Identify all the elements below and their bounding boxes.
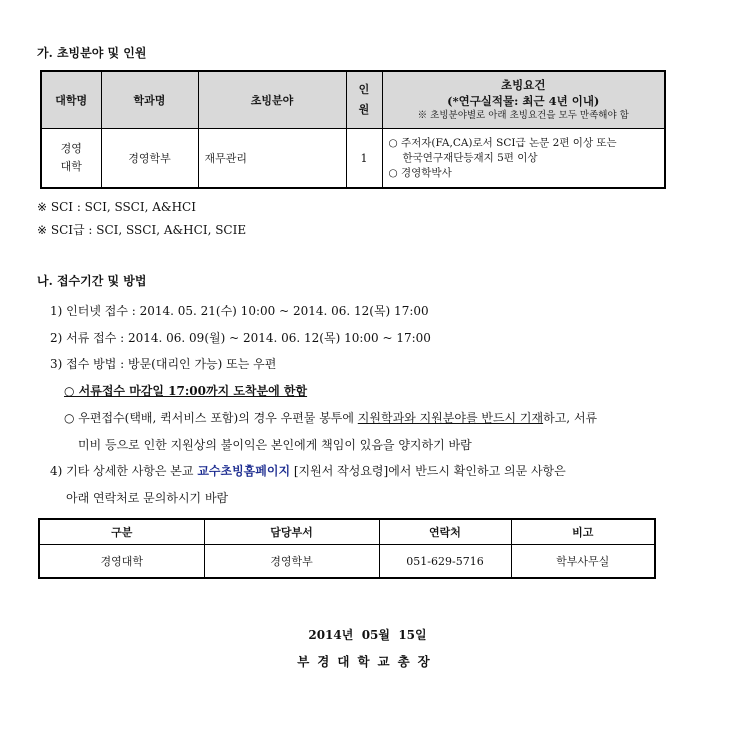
item-details-line2: 아래 연락처로 문의하시기 바람	[66, 491, 229, 505]
sub-postal-pre: ○ 우편접수(택배, 퀵서비스 포함)의 경우 우편물 봉투에	[64, 411, 358, 425]
cell-field: 재무관리	[198, 129, 346, 189]
item-details	[50, 462, 566, 479]
contact-header-department: 담당부서	[204, 519, 379, 545]
cell-university	[41, 129, 101, 189]
sub-postal-post: 하고, 서류	[543, 411, 598, 425]
note-sci-class: ※ SCI급 : SCI, SSCI, A&HCI, SCIE	[37, 223, 247, 237]
contact-header-phone: 연락처	[379, 519, 511, 545]
req-line-1a: ○ 주저자(FA,CA)로서 SCI급 논문 2편 이상 또는	[388, 136, 617, 149]
recruitment-table	[40, 70, 666, 189]
note-sci: ※ SCI : SCI, SSCI, A&HCI	[37, 200, 196, 214]
contact-header-remarks: 비고	[511, 519, 655, 545]
cell-department: 경영학부	[101, 129, 198, 189]
sub-postal-emphasis: 지원학과와 지원분야를 반드시 기재	[357, 411, 544, 425]
header-field: 초빙분야	[198, 71, 346, 129]
contact-table	[38, 518, 656, 579]
contact-department: 경영학부	[204, 545, 379, 579]
cell-count: 1	[346, 129, 382, 189]
header-university: 대학명	[41, 71, 101, 129]
req-line-1b: 한국연구재단등재지 5편 이상	[402, 151, 538, 164]
header-department: 학과명	[101, 71, 198, 129]
contact-phone: 051-629-5716	[379, 545, 511, 579]
cell-requirements	[382, 129, 665, 189]
header-req-subtitle: (*연구실적물: 최근 4년 이내)	[447, 94, 600, 108]
item-details-pre: 4) 기타 상세한 사항은 본교	[50, 464, 198, 478]
footer-signature: 부경대학교총장	[297, 654, 438, 669]
item-application-method: 3) 접수 방법 : 방문(대리인 가능) 또는 우편	[50, 357, 277, 371]
item-details-post: [지원서 작성요령]에서 반드시 확인하고 의문 사항은	[290, 464, 566, 478]
section-a-title: 가. 초빙분야 및 인원	[37, 46, 147, 60]
item-online-application: 1) 인터넷 접수 : 2014. 05. 21(수) 10:00 ~ 2014. 06. 12(목) 17:00	[50, 304, 429, 318]
sub-postal-line2: 미비 등으로 인한 지원상의 불이익은 본인에게 책임이 있음을 양지하기 바람	[78, 438, 472, 452]
req-line-2: ○ 경영학박사	[388, 166, 452, 179]
sub-deadline: ○ 서류접수 마감일 17:00까지 도착분에 한함	[64, 384, 308, 398]
header-requirements	[382, 71, 665, 129]
contact-remarks: 학부사무실	[511, 545, 655, 579]
sub-postal	[64, 409, 597, 426]
cell-university-l1: 경영	[60, 142, 82, 155]
contact-table-header-row	[39, 519, 655, 545]
table-row	[39, 545, 655, 579]
header-req-note: ※ 초빙분야별로 아래 초빙요건을 모두 만족해야 함	[417, 110, 629, 121]
footer-date: 2014년 05월 15일	[308, 628, 427, 642]
contact-header-category: 구분	[39, 519, 204, 545]
recruitment-homepage-link[interactable]: 교수초빙홈페이지	[197, 464, 291, 478]
header-count-l2: 원	[358, 103, 370, 116]
recruitment-table-header-row	[41, 71, 665, 129]
header-req-title: 초빙요건	[501, 78, 546, 92]
header-count	[346, 71, 382, 129]
section-b-title: 나. 접수기간 및 방법	[37, 274, 147, 288]
item-document-application: 2) 서류 접수 : 2014. 06. 09(월) ~ 2014. 06. 12(목) 10:00 ~ 17:00	[50, 331, 431, 345]
cell-university-l2: 대학	[60, 160, 82, 173]
header-count-l1: 인	[358, 83, 370, 96]
contact-category: 경영대학	[39, 545, 204, 579]
table-row	[41, 129, 665, 189]
